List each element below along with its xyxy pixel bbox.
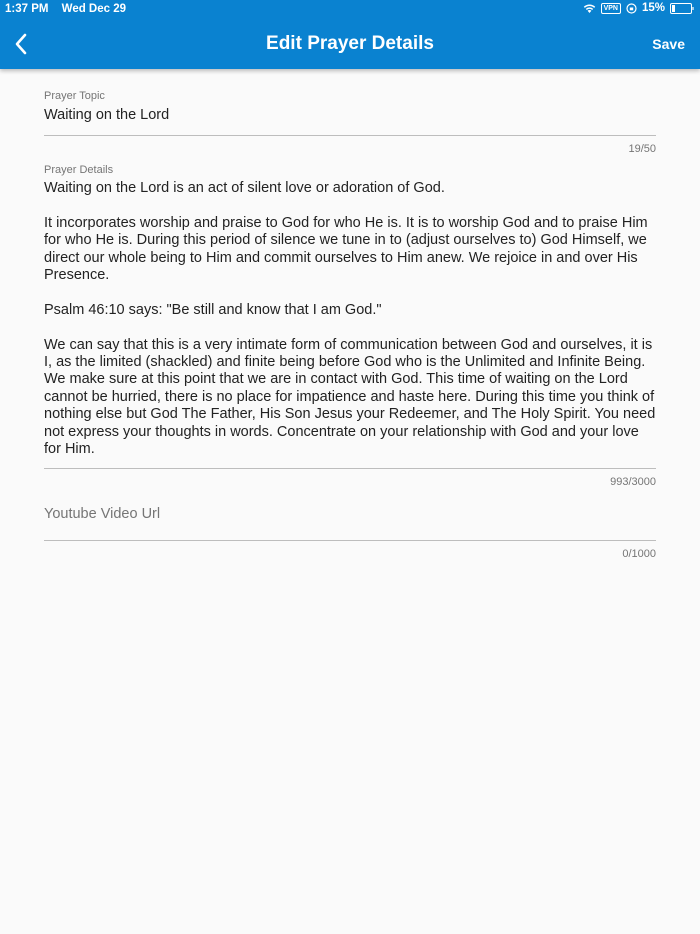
prayer-topic-label: Prayer Topic — [44, 90, 105, 102]
status-time: 1:37 PM — [5, 3, 49, 15]
app-bar — [0, 0, 700, 69]
status-date: Wed Dec 29 — [61, 3, 127, 15]
youtube-url-counter: 0/1000 — [622, 548, 656, 560]
prayer-topic-input[interactable]: Waiting on the Lord — [44, 107, 170, 123]
prayer-details-input[interactable] — [44, 180, 656, 458]
prayer-details-field[interactable] — [44, 164, 656, 488]
prayer-topic-underline — [44, 135, 656, 136]
status-bar-left — [5, 3, 136, 15]
youtube-url-underline — [44, 540, 656, 541]
vpn-badge: VPN — [601, 3, 621, 14]
details-paragraph: Psalm 46:10 says: "Be still and know that I am God." — [44, 301, 382, 318]
youtube-url-field[interactable] — [44, 506, 656, 560]
page-title: Edit Prayer Details — [266, 33, 434, 54]
youtube-url-input[interactable]: Youtube Video Url — [44, 506, 161, 522]
orientation-lock-icon — [626, 3, 637, 14]
battery-percent: 15% — [641, 2, 665, 14]
prayer-details-counter: 993/3000 — [610, 476, 656, 489]
details-paragraph: Waiting on the Lord is an act of silent love or adoration of God. — [44, 180, 445, 196]
prayer-topic-field[interactable] — [44, 90, 656, 155]
prayer-topic-counter: 19/50 — [628, 143, 656, 156]
wifi-icon — [583, 3, 596, 13]
prayer-details-label: Prayer Details — [44, 164, 114, 176]
battery-icon — [670, 3, 692, 14]
status-bar-right — [583, 2, 692, 14]
save-button[interactable]: Save — [652, 36, 685, 52]
details-paragraph: It incorporates worship and praise to God for who He is. It is to worship God and to praise Him for who He is. During this period of silence we tune in to (adjust ourselves to) God Himself, we direct our whole being to Him and commit ourselves to Him anew. We rejoice in and over His Presence. — [44, 214, 648, 284]
prayer-details-underline — [44, 468, 656, 469]
details-paragraph: We can say that this is a very intimate form of communication between God and ourselves, it is I, as the limited (shackled) and finite being before God who is the Unlimited and Infinite Being. We make sure at this point that we are in contact with God. This time of waiting on the Lord cannot be hurried, there is no place for impatience and haste here. During this time you think of nothing else but God The Father, His Son Jesus your Redeemer, and The Holy Spirit. You need not express your thoughts in words. Concentrate on your relationship with God and your love for Him. — [44, 336, 656, 458]
